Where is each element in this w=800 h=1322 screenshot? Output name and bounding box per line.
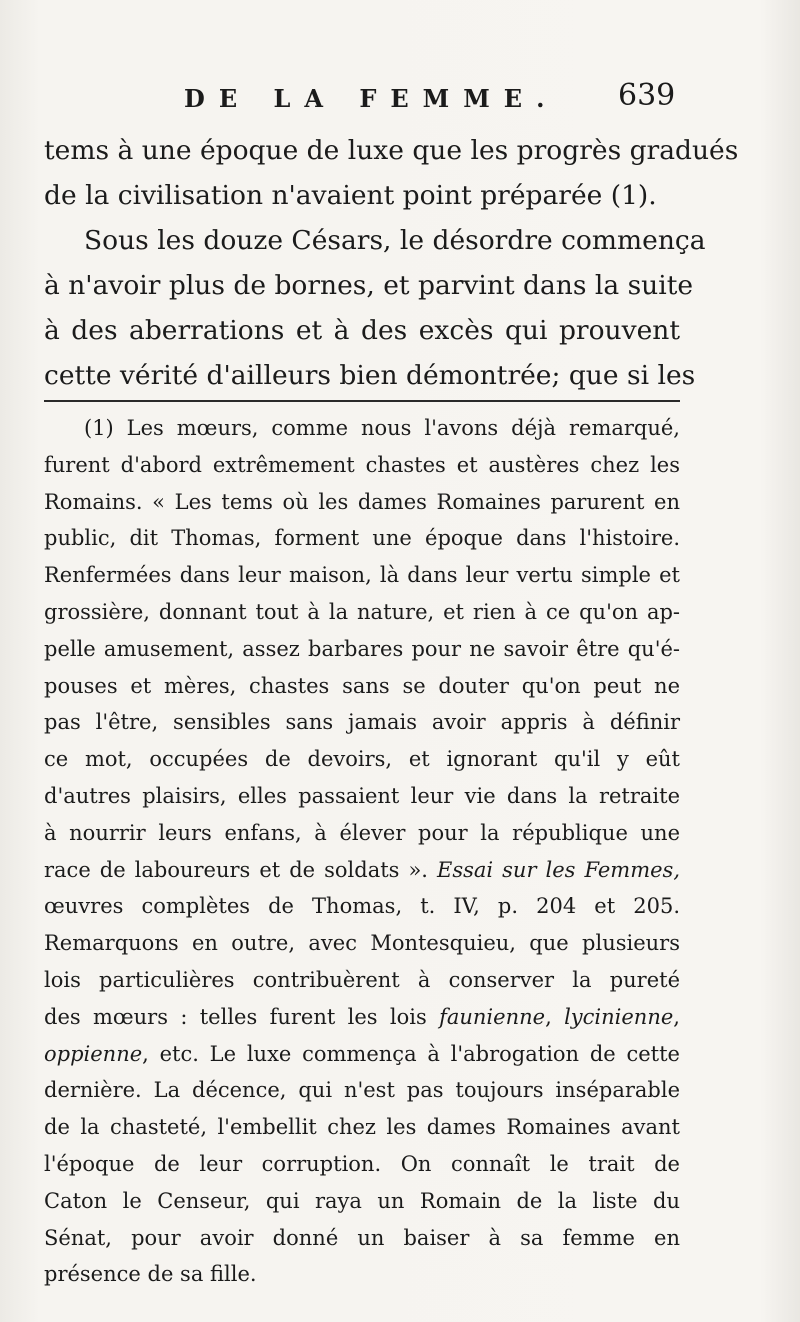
text-line: à n'avoir plus de bornes, et parvint dans la suite [44,270,694,301]
footnote-line [44,852,680,889]
paragraph-1 [44,128,739,218]
footnote-line: dernière. La décence, qui n'est pas toujours inséparable [44,1078,680,1103]
page-header [0,78,800,118]
footnote-line: pouses et mères, chastes sans se douter qu'on peut ne [44,673,680,698]
main-text [44,128,739,398]
footnote-line: présence de sa fille. [44,1262,257,1287]
footnote-segment: , etc. Le luxe commença à l'abrogation de cette [142,1041,680,1066]
footnote-line: Sénat, pour avoir donné un baiser à sa femme en [44,1225,680,1250]
footnote-segment: , [673,1004,680,1029]
italic-law-name: oppienne [44,1041,143,1066]
footnote [44,410,680,1293]
italic-title: Essai sur les Femmes, [437,857,680,882]
footnote-line: l'époque de leur corruption. On connaît le trait de [44,1151,680,1176]
text-line: à des aberrations et à des excès qui prouvent [44,315,680,346]
footnote-line: pas l'être, sensibles sans jamais avoir appris à définir [44,710,680,735]
footnote-line: public, dit Thomas, forment une époque dans l'histoire. [44,526,680,551]
footnote-segment: , [545,1004,565,1029]
footnote-line: de la chasteté, l'embellit chez les dames Romaines avant [44,1115,680,1140]
footnote-line: Romains. « Les tems où les dames Romaines parurent en [44,489,680,514]
text-line: cette vérité d'ailleurs bien démontrée; que si les [44,360,696,391]
footnote-line: d'autres plaisirs, elles passaient leur vie dans la retraite [44,783,680,808]
running-head: DE LA FEMME. [184,84,559,113]
footnote-line: furent d'abord extrêmement chastes et austères chez les [44,452,680,477]
footnote-line: ce mot, occupées de devoirs, et ignorant qu'il y eût [44,747,680,772]
footnote-line: pelle amusement, assez barbares pour ne savoir être qu'é- [44,636,680,661]
footnote-line: Renfermées dans leur maison, là dans leur vertu simple et [44,563,680,588]
footnote-separator [44,400,680,402]
footnote-line [44,1036,680,1073]
footnote-line: Caton le Censeur, qui raya un Romain de la liste du [44,1188,680,1213]
paragraph-2 [44,218,706,398]
text-line: tems à une époque de luxe que les progrès gradués [44,135,739,166]
text-line: de la civilisation n'avaient point préparée (1). [44,180,657,211]
italic-law-name: faunienne [439,1004,546,1029]
footnote-segment: des mœurs : telles furent les lois [44,1004,440,1029]
footnote-line: lois particulières contribuèrent à conserver la pureté [44,967,680,992]
footnote-line: (1) Les mœurs, comme nous l'avons déjà remarqué, [84,416,680,440]
footnote-segment: race de laboureurs et de soldats ». [44,857,437,882]
footnote-line: Remarquons en outre, avec Montesquieu, que plusieurs [44,931,680,956]
footnote-line [44,999,680,1036]
footnote-line: à nourrir leurs enfans, à élever pour la république une [44,820,680,845]
footnote-line: œuvres complètes de Thomas, t. IV, p. 204 et 205. [44,894,680,919]
italic-law-name: lycinienne [564,1004,674,1029]
footnote-line: grossière, donnant tout à la nature, et rien à ce qu'on ap- [44,599,680,624]
text-line: Sous les douze Césars, le désordre commença [84,225,706,256]
page-number: 639 [618,78,676,113]
